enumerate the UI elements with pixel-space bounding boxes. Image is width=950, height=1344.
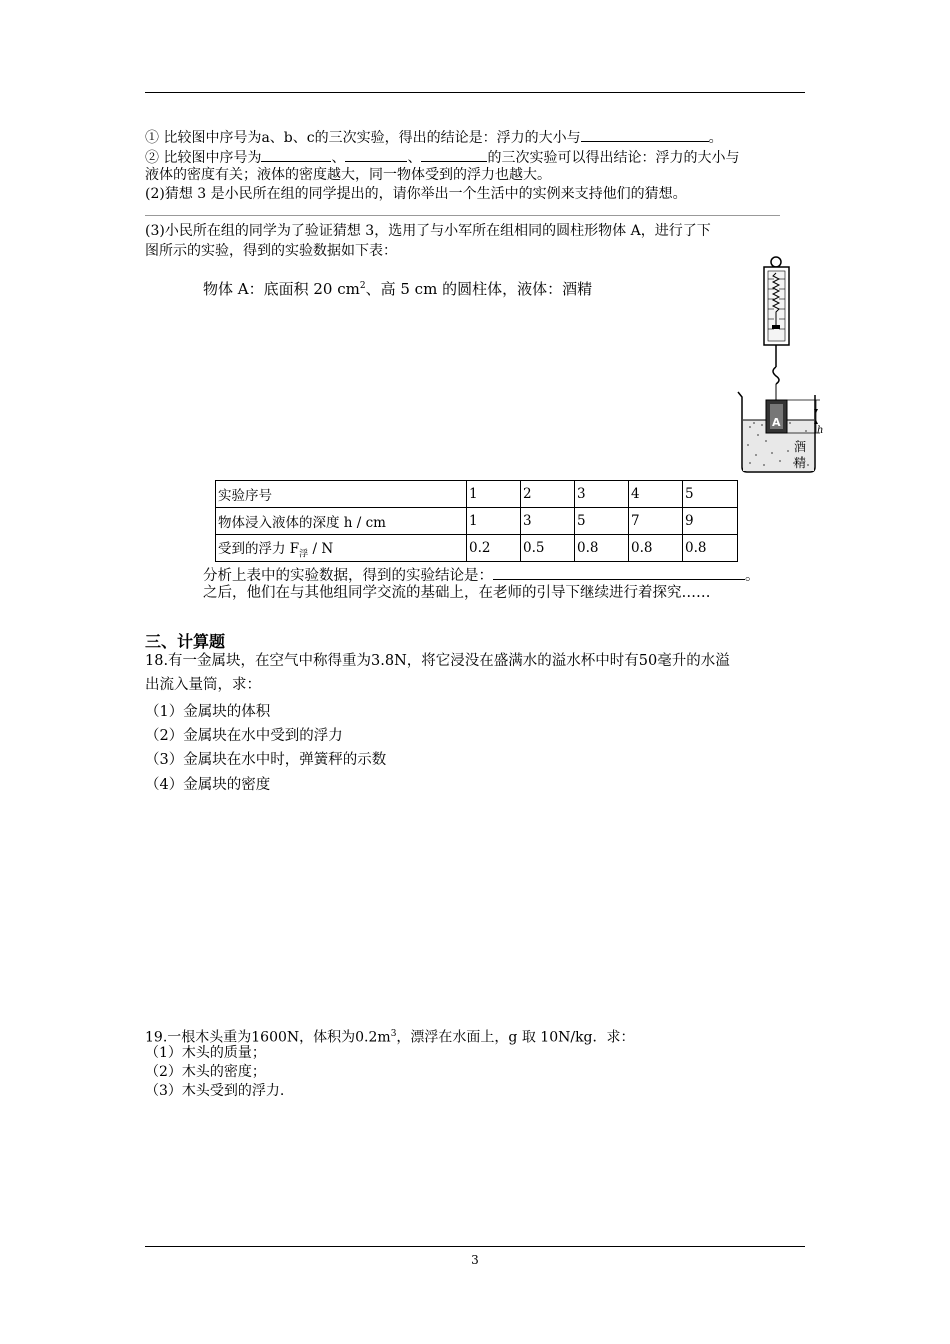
answer-blank[interactable] [581, 127, 709, 142]
table-cell: 0.5 [521, 535, 575, 562]
liquid-label-2: 精 [794, 456, 807, 470]
q19-item-3: （3）木头受到的浮力. [145, 1083, 285, 1099]
answer-line[interactable] [145, 215, 780, 216]
q17-line-2: ② 比较图中序号为 、 、 的三次实验可以得出结论：浮力的大小与 [145, 147, 739, 167]
q17-conclusion: 分析上表中的实验数据，得到的实验结论是： 。 [203, 565, 760, 585]
table-cell: 9 [683, 508, 738, 535]
q17-line-4: (2)猜想 3 是小民所在组的同学提出的，请你举出一个生活中的实例来支持他们的猜想。 [145, 186, 687, 202]
q18-item-4: （4）金属块的密度 [145, 777, 271, 793]
table-row [216, 535, 738, 562]
q19-line-1: 19.一根木头重为1600N，体积为$0.2m^3$，漂浮在水面上，g 取 10N/kg．求： [145, 1029, 635, 1046]
experiment-data-table [215, 480, 738, 562]
section-title: 三、计算题 [145, 632, 226, 651]
table-cell: 0.8 [683, 535, 738, 562]
answer-blank[interactable] [345, 147, 407, 162]
footer-rule [145, 1246, 805, 1247]
table-row [216, 481, 738, 508]
q17-after: 之后，他们在与其他组同学交流的基础上，在老师的引导下继续进行着探究…… [203, 585, 711, 601]
depth-h-label: h [817, 425, 823, 436]
q18-line-2: 出流入量筒，求： [145, 677, 261, 693]
table-cell: 5 [575, 508, 629, 535]
table-cell: 7 [629, 508, 683, 535]
answer-blank[interactable] [261, 147, 331, 162]
table-cell: 2 [521, 481, 575, 508]
table-cell: 5 [683, 481, 738, 508]
spring-scale-beaker-figure [728, 255, 823, 480]
q17-line-1: ① 比较图中序号为a、b、c的三次实验，得出的结论是：浮力的大小与 。 [145, 127, 723, 147]
q19-item-2: （2）木头的密度； [145, 1064, 266, 1080]
header-rule [145, 92, 805, 93]
table-cell: 受到的浮力 $F_浮$ / N [216, 535, 467, 562]
table-cell: 0.2 [467, 535, 521, 562]
q18-line-1: 18.有一金属块，在空气中称得重为3.8N，将它浸没在盛满水的溢水杯中时有50毫升的水溢 [145, 653, 730, 669]
q18-item-1: （1）金属块的体积 [145, 704, 271, 720]
q19-item-1: （1）木头的质量； [145, 1045, 266, 1061]
q18-item-2: （2）金属块在水中受到的浮力 [145, 728, 343, 744]
table-cell: 4 [629, 481, 683, 508]
q17-line-6: 图所示的实验，得到的实验数据如下表： [145, 243, 397, 259]
table-cell: 物体浸入液体的深度 h / cm [216, 508, 467, 535]
page-number: 3 [471, 1253, 479, 1267]
q17-line-3: 液体的密度有关；液体的密度越大，同一物体受到的浮力也越大。 [145, 167, 551, 183]
scale-hook [773, 367, 779, 384]
figure-caption: 物体 A：底面积 20 $cm^2$、高 5 cm 的圆柱体，液体：酒精 [203, 280, 593, 298]
table-row [216, 508, 738, 535]
table-cell: 实验序号 [216, 481, 467, 508]
table-cell: 3 [521, 508, 575, 535]
q18-item-3: （3）金属块在水中时，弹簧秤的示数 [145, 752, 387, 768]
answer-blank[interactable] [493, 565, 745, 580]
table-cell: 1 [467, 508, 521, 535]
liquid-label-1: 酒 [794, 440, 807, 454]
object-a-label: A [772, 416, 781, 429]
table-cell: 0.8 [629, 535, 683, 562]
scale-ring [771, 257, 781, 267]
table-cell: 3 [575, 481, 629, 508]
q17-line-5: (3)小民所在组的同学为了验证猜想 3，选用了与小军所在组相同的圆柱形物体 A，进行了下 [145, 223, 711, 239]
answer-blank[interactable] [421, 147, 487, 162]
table-cell: 0.8 [575, 535, 629, 562]
table-cell: 1 [467, 481, 521, 508]
